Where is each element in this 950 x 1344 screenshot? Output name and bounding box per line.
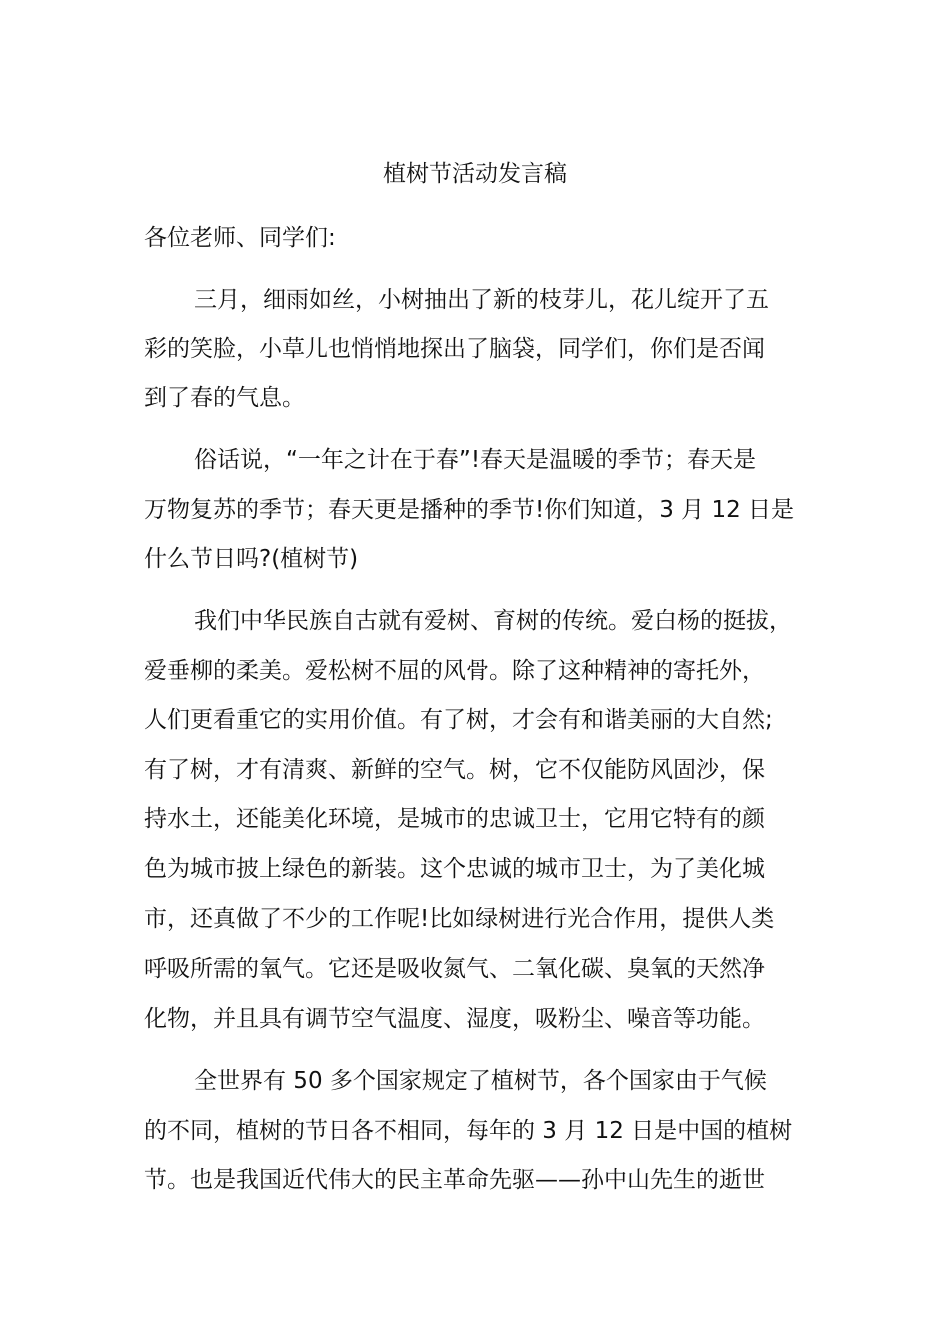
- paragraph-3-line-3: 人们更看重它的实用价值。有了树，才会有和谐美丽的大自然;: [144, 707, 773, 733]
- paragraph-1-line-3: 到了春的气息。: [144, 385, 305, 411]
- paragraph-3-line-8: 呼吸所需的氧气。它还是吸收氮气、二氧化碳、臭氧的天然净: [144, 956, 765, 982]
- paragraph-4-line-2: 的不同，植树的节日各不相同，每年的 3 月 12 日是中国的植树: [144, 1118, 793, 1144]
- paragraph-4-line-1: 全世界有 50 多个国家规定了植树节，各个国家由于气候: [194, 1068, 767, 1094]
- paragraph-2-line-3: 什么节日吗?(植树节): [144, 546, 359, 572]
- paragraph-3-line-7: 市，还真做了不少的工作呢!比如绿树进行光合作用，提供人类: [144, 906, 775, 932]
- document-title: 植树节活动发言稿: [383, 161, 567, 187]
- paragraph-3-line-2: 爱垂柳的柔美。爱松树不屈的风骨。除了这种精神的寄托外，: [144, 658, 765, 684]
- paragraph-3-line-6: 色为城市披上绿色的新装。这个忠诚的城市卫士，为了美化城: [144, 856, 765, 882]
- paragraph-1-line-1: 三月，细雨如丝，小树抽出了新的枝芽儿，花儿绽开了五: [194, 287, 769, 313]
- paragraph-3-line-1: 我们中华民族自古就有爱树、育树的传统。爱白杨的挺拔，: [194, 608, 792, 634]
- paragraph-2-line-1: 俗话说，“一年之计在于春”!春天是温暖的季节；春天是: [194, 447, 757, 473]
- paragraph-2-line-2: 万物复苏的季节；春天更是播种的季节!你们知道，3 月 12 日是: [144, 497, 795, 523]
- paragraph-3-line-4: 有了树，才有清爽、新鲜的空气。树，它不仅能防风固沙，保: [144, 757, 765, 783]
- paragraph-4-line-3: 节。也是我国近代伟大的民主革命先驱——孙中山先生的逝世: [144, 1167, 765, 1193]
- paragraph-3-line-5: 持水土，还能美化环境，是城市的忠诚卫士，它用它特有的颜: [144, 806, 765, 832]
- salutation: 各位老师、同学们:: [144, 225, 336, 251]
- paragraph-1-line-2: 彩的笑脸，小草儿也悄悄地探出了脑袋，同学们，你们是否闻: [144, 336, 765, 362]
- paragraph-3-line-9: 化物，并且具有调节空气温度、湿度，吸粉尘、噪音等功能。: [144, 1006, 765, 1032]
